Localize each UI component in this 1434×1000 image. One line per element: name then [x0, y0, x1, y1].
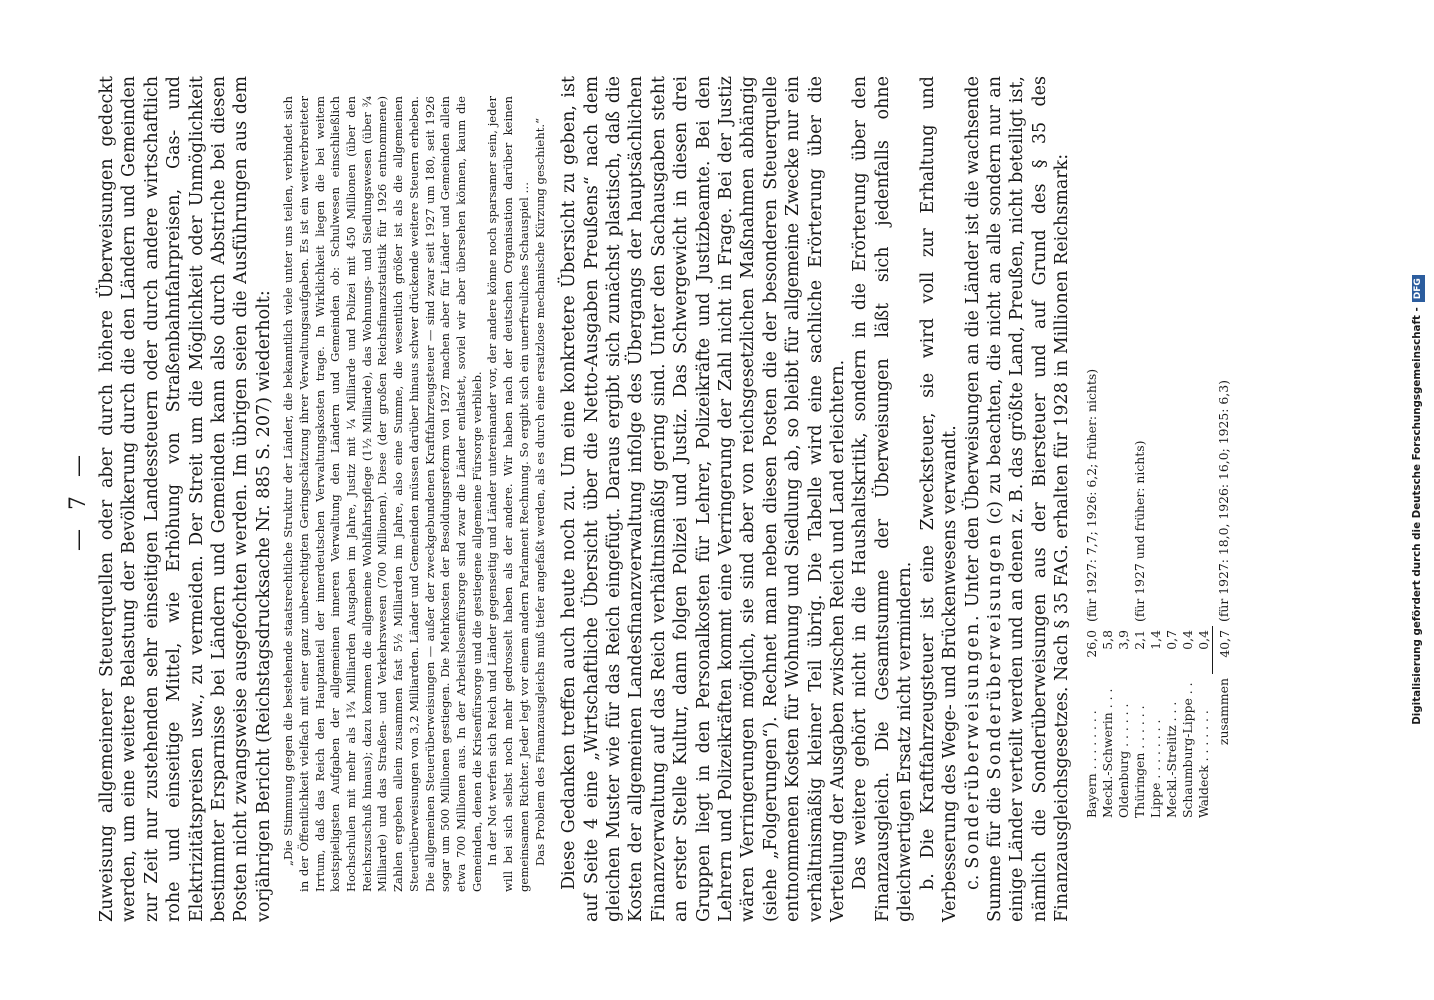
page-content	[96, 76, 1233, 922]
state-note	[1100, 365, 1116, 626]
table-row	[1180, 365, 1196, 822]
total-amount: 40,7	[1212, 626, 1233, 674]
section-c-emphasis: Sonderüberweisungen	[984, 531, 1005, 780]
dfg-logo: DFG	[1412, 275, 1425, 302]
section-c-text: Unter den Überweisungen an die Länder ist die wachsende Summe für die	[962, 76, 1005, 922]
table-row	[1164, 365, 1180, 822]
section-b-paragraph: b. Die Kraftfahrzeugsteuer ist eine Zwecksteuer, sie wird voll zur Erhaltung und Verbesserung des Wege- und Brückenwesens verwandt.	[917, 76, 961, 922]
total-label: zusammen	[1216, 678, 1232, 746]
table-row	[1084, 365, 1100, 822]
state-name: Meckl.-Schwerin . . .	[1099, 688, 1115, 818]
page-number: — 7 —	[66, 449, 91, 551]
quoted-report	[281, 96, 548, 892]
state-note: (für 1927: 7,7; 1926: 6,2; früher: nichts)	[1083, 368, 1099, 622]
section-c-heading: Sonderüberweisungen.	[962, 612, 983, 869]
state-amount: 1,4	[1147, 630, 1163, 650]
state-amount: 2,1	[1131, 630, 1147, 650]
table-row	[1100, 365, 1116, 822]
state-note: (für 1927 und früher: nichts)	[1131, 440, 1147, 622]
state-name: Lippe . . . . . . . .	[1147, 719, 1163, 818]
state-name: Meckl.-Strelitz . . .	[1163, 701, 1179, 818]
state-note	[1116, 365, 1132, 626]
section-c-text: (c) zu beachten, die nicht an alle sondern nur an einige Länder verteilt werden und an denen z. B. das größte Land, Preußen, nicht beteiligt ist, nämlich die Sonderüberweisungen aus der Biersteuer und auf Grund des § 35 des Finanzausgleichsgesetzes. Nach § 35 FAG. erhalten für 1928 in Millionen Reichsmark:	[984, 76, 1073, 922]
quote-paragraph: In der Not werfen sich Reich und Länder gegenseitig und Länder untereinander vor, der andere könne noch sparsamer sein, jeder will bei sich selbst noch mehr gedrosselt haben als der andere. Wir haben nach der deutschen Organisation darüber keinen gemeinsamen Richter. Jeder legt vor einem andern Parlament Rechnung. So ergibt sich ein unerfreuliches Schauspiel …	[485, 96, 531, 892]
table-row	[1116, 365, 1132, 822]
section-c-paragraph	[962, 76, 1074, 922]
section-c-label: c.	[962, 868, 983, 890]
state-note	[1148, 365, 1164, 626]
table-row	[1148, 365, 1164, 822]
total-note: (für 1927: 18,0, 1926: 16,0; 1925: 6,3)	[1216, 380, 1232, 622]
body-paragraph: Das weitere gehört nicht in die Haushaltskritik, sondern in die Erörterung über den Finanzausgleich. Die Gesamtsumme der Überweisungen läßt sich jedenfalls ohne gleichwertigen Ersatz nicht vermindern.	[850, 76, 916, 922]
state-amount: 0,7	[1163, 630, 1179, 650]
state-note	[1196, 365, 1213, 626]
quote-paragraph: „Die Stimmung gegen die bestehende staatsrechtliche Struktur der Länder, die bekanntlich viele unter uns teilen, verbindet sich in der Öffentlichkeit vielfach mit einer ganz unberechtigten Geringschätzung ihrer Verwaltungsaufgaben. Es ist ein weitverbreiteter Irrtum, daß das Reich den Hauptanteil der innerdeutschen Verwaltungskosten trage. In Wirklichkeit liegen die bei weitem kostspieligsten Aufgaben der allgemeinen inneren Verwaltung den Ländern und Gemeinden ob: Schulwesen einschließlich Hochschulen mit mehr als 1¾ Milliarden Ausgaben im Jahre, Justiz mit ¼ Milliarde und Polizei mit 450 Millionen (über den Reichszuschuß hinaus); dazu kommen die allgemeine Wohlfahrtspflege (1½ Milliarde), das Wohnungs- und Siedlungswesen (über ¾ Milliarde) und das Straßen- und Verkehrswesen (700 Millionen). Diese (der großen Reichsfinanzstatistik für 1926 entnommene) Zahlen ergeben allein zusammen fast 5½ Milliarden im Jahre, also eine Summe, die wesentlich größer ist als die allgemeinen Steuerüberweisungen von 3,2 Milliarden. Länder und Gemeinden müssen darüber hinaus schwer drückende weitere Steuern erheben. Die allgemeinen Steuerüberweisungen — außer der zweckgebundenen Kraftfahrzeugsteuer — sind zwar seit 1927 um 180, seit 1926 sogar um 500 Millionen gestiegen. Die Mehrkosten der Besoldungsreform von 1927 machen aber für Länder und Gemeinden allein etwa 700 Millionen aus. In der Arbeitslosenfürsorge sind zwar die Länder entlastet, soviel wir aber übersehen können, kaum die Gemeinden, denen die Krisenfürsorge und die gestiegene allgemeine Fürsorge verblieb.	[281, 96, 484, 892]
quote-paragraph: Das Problem des Finanzausgleichs muß tiefer angefaßt werden, als es durch eine ersatzlose mechanische Kürzung geschieht.“	[532, 117, 547, 866]
body-paragraph: Diese Gedanken treffen auch heute noch zu. Um eine konkretere Übersicht zu geben, ist auf Seite 4 eine „Wirtschaftliche Übersicht über die Netto-Ausgaben Preußens“ nach dem gleichen Muster wie für das Reich eingefügt. Daraus ergibt sich zunächst plastisch, daß die Kosten der allgemeinen Landesfinanzverwaltung infolge des Übergangs der hauptsächlichen Finanzverwaltung auf das Reich verhältnismäßig gering sind. Unter den Sachausgaben steht an erster Stelle Kultur, dann folgen Polizei und Justiz. Das Schwergewicht in diesen drei Gruppen liegt in den Personalkosten für Lehrer, Polizeikräfte und Justizbeamte. Bei den Lehrern und Polizeikräften kommt eine Verringerung der Zahl nicht in Frage. Bei der Justiz wären Verringerungen möglich, sie sind aber von reichsgesetzlichen Maßnahmen abhängig (siehe „Folgerungen“). Rechnet man neben diesen Posten die der besonderen Steuerquelle entnommenen Kosten für Wohnung und Siedlung ab, so bleibt für allgemeine Zwecke nur ein verhältnismäßig kleiner Teil übrig. Die Tabelle wird eine sachliche Erörterung über die Verteilung der Ausgaben zwischen Reich und Land erleichtern.	[559, 76, 849, 922]
state-note	[1180, 365, 1196, 626]
state-amount: 0,4	[1179, 630, 1195, 650]
table-row	[1132, 365, 1148, 822]
state-amount: 5,8	[1099, 630, 1115, 650]
table-total-row	[1212, 365, 1233, 822]
state-amount: 0,4	[1195, 630, 1211, 650]
state-note	[1164, 365, 1180, 626]
state-name: Waldeck . . . . . . .	[1195, 710, 1211, 818]
intro-paragraph: Zuweisung allgemeinerer Steuerquellen oder aber durch höhere Überweisungen gedeckt werden, um eine weitere Belastung der Bevölkerung durch die den Ländern und Gemeinden zur Zeit nur zustehenden sehr einseitigen Landessteuern oder durch andere wirtschaftlich rohe und einseitige Mittel, wie Erhöhung von Straßenbahnfahrpreisen, Gas- und Elektrizitätspreisen usw., zu vermeiden. Der Streit um die Möglichkeit oder Unmöglichkeit bestimmter Ersparnisse bei Ländern und Gemeinden kann also durch Abstriche bei diesen Posten nicht zwangsweise ausgefochten werden. Im übrigen seien die Ausführungen aus dem vorjährigen Bericht (Reichstagsdrucksache Nr. 885 S. 207) wiederholt:	[97, 76, 274, 922]
state-name: Oldenburg . . . . . .	[1115, 703, 1131, 818]
special-transfers-table	[1084, 365, 1233, 822]
table-row	[1196, 365, 1213, 822]
digitization-credit	[1405, 0, 1429, 1000]
state-name: Schaumburg-Lippe . .	[1179, 682, 1195, 818]
state-name: Bayern . . . . . . . .	[1083, 710, 1099, 818]
state-name: Thüringen . . . . . .	[1131, 705, 1147, 818]
state-amount: 3,9	[1115, 630, 1131, 650]
credit-text: Digitalisierung gefördert durch die Deutsche Forschungsgemeinschaft -	[1411, 307, 1423, 725]
state-amount: 26,0	[1083, 630, 1099, 658]
